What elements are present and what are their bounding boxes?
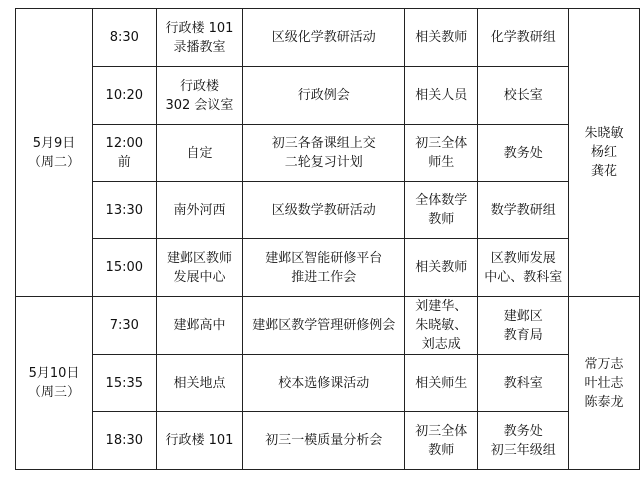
participants-cell: 相关教师 <box>405 9 478 67</box>
participants-cell: 初三全体 师生 <box>405 125 478 182</box>
participants-cell: 相关教师 <box>405 239 478 297</box>
activity-cell: 建邺区教学管理研修例会 <box>243 297 405 355</box>
place-cell: 行政楼 101 录播教室 <box>156 9 243 67</box>
time-cell: 18:30 <box>93 412 157 470</box>
organizer-cell: 建邺区 教育局 <box>478 297 569 355</box>
place-cell: 行政楼 101 <box>156 412 243 470</box>
activity-cell: 区级化学教研活动 <box>243 9 405 67</box>
duty-staff-cell: 朱晓敏 杨红 龚花 <box>569 9 640 297</box>
organizer-cell: 教务处 初三年级组 <box>478 412 569 470</box>
table-row <box>16 297 640 355</box>
time-cell: 15:00 <box>93 239 157 297</box>
activity-cell: 建邺区智能研修平台 推进工作会 <box>243 239 405 297</box>
table-row <box>16 9 640 67</box>
activity-cell: 行政例会 <box>243 67 405 125</box>
activity-cell: 初三各备课组上交 二轮复习计划 <box>243 125 405 182</box>
activity-cell: 校本选修课活动 <box>243 355 405 412</box>
time-cell: 12:00 前 <box>93 125 157 182</box>
organizer-cell: 数学教研组 <box>478 182 569 239</box>
table-row <box>16 412 640 470</box>
place-cell: 南外河西 <box>156 182 243 239</box>
organizer-cell: 教科室 <box>478 355 569 412</box>
organizer-cell: 教务处 <box>478 125 569 182</box>
place-cell: 行政楼 302 会议室 <box>156 67 243 125</box>
organizer-cell: 区教师发展 中心、教科室 <box>478 239 569 297</box>
place-cell: 自定 <box>156 125 243 182</box>
participants-cell: 初三全体 教师 <box>405 412 478 470</box>
place-cell: 建邺区教师 发展中心 <box>156 239 243 297</box>
schedule-table <box>15 8 640 470</box>
place-cell: 建邺高中 <box>156 297 243 355</box>
table-row <box>16 355 640 412</box>
time-cell: 10:20 <box>93 67 157 125</box>
participants-cell: 相关人员 <box>405 67 478 125</box>
organizer-cell: 校长室 <box>478 67 569 125</box>
place-cell: 相关地点 <box>156 355 243 412</box>
time-cell: 7:30 <box>93 297 157 355</box>
time-cell: 15:35 <box>93 355 157 412</box>
table-row <box>16 67 640 125</box>
participants-cell: 全体数学 教师 <box>405 182 478 239</box>
organizer-cell: 化学教研组 <box>478 9 569 67</box>
activity-cell: 初三一模质量分析会 <box>243 412 405 470</box>
time-cell: 13:30 <box>93 182 157 239</box>
participants-cell: 刘建华、 朱晓敏、 刘志成 <box>405 297 478 355</box>
duty-staff-cell: 常万志 叶壮志 陈泰龙 <box>569 297 640 470</box>
time-cell: 8:30 <box>93 9 157 67</box>
participants-cell: 相关师生 <box>405 355 478 412</box>
date-cell: 5月9日 （周二） <box>16 9 93 297</box>
date-cell: 5月10日 （周三） <box>16 297 93 470</box>
activity-cell: 区级数学教研活动 <box>243 182 405 239</box>
table-row <box>16 125 640 182</box>
table-row <box>16 239 640 297</box>
table-row <box>16 182 640 239</box>
